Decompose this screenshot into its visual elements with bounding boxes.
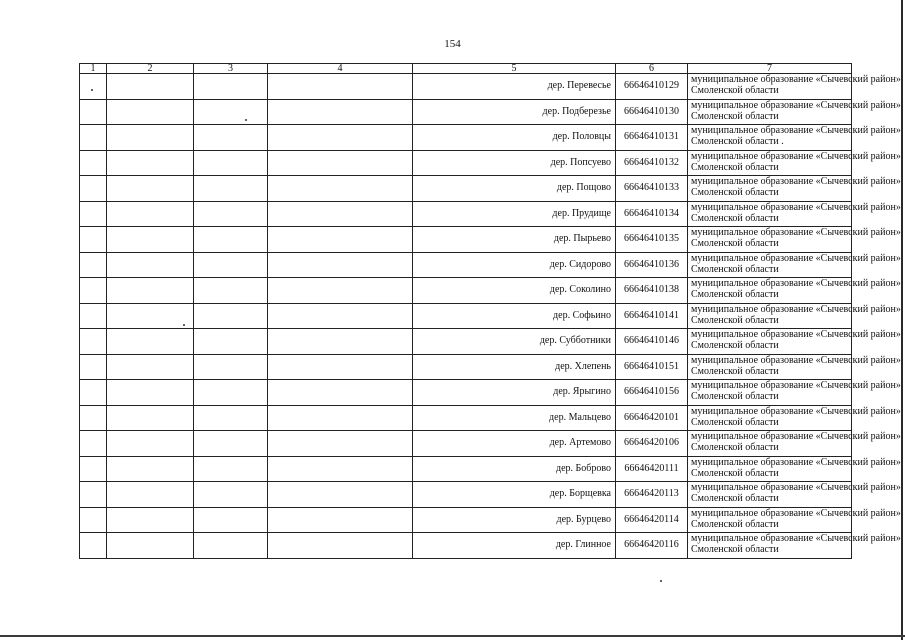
empty-cell-col3 [194, 482, 268, 508]
municipality-line1: муниципальное образование «Сычевский район» [691, 482, 901, 493]
empty-cell-col3 [194, 125, 268, 151]
oktmo-code-cell: 66646420116 [616, 533, 688, 559]
empty-cell-col3 [194, 329, 268, 355]
table-row [80, 405, 852, 431]
empty-cell-col3 [194, 176, 268, 202]
oktmo-code-cell: 66646420114 [616, 507, 688, 533]
municipality-line2: Смоленской области . [691, 136, 784, 147]
empty-cell-col3 [194, 278, 268, 304]
empty-cell-col2 [107, 125, 194, 151]
municipality-line1: муниципальное образование «Сычевский район» [691, 354, 901, 366]
empty-cell-col4 [268, 150, 413, 176]
table-row [80, 278, 852, 304]
oktmo-code-cell: 66646410151 [616, 354, 688, 380]
table-body [80, 74, 901, 559]
municipality-line1: муниципальное образование «Сычевский район» [691, 227, 901, 238]
municipality-line2: Смоленской области [691, 212, 779, 224]
table-row [80, 227, 852, 253]
settlement-name-cell: дер. Пощово [413, 176, 616, 202]
oktmo-code-cell: 66646420113 [616, 482, 688, 508]
empty-cell-col3 [194, 99, 268, 125]
empty-cell-col1 [80, 482, 107, 508]
empty-cell-col4 [268, 533, 413, 559]
empty-cell-col1 [80, 176, 107, 202]
settlement-table [79, 63, 901, 559]
table-row [80, 201, 852, 227]
settlement-name-cell: дер. Подберезье [413, 99, 616, 125]
empty-cell-col4 [268, 329, 413, 355]
empty-cell-col2 [107, 74, 194, 100]
empty-cell-col1 [80, 150, 107, 176]
municipality-cell [688, 533, 901, 559]
empty-cell-col2 [107, 533, 194, 559]
settlement-name-cell: дер. Перевесье [413, 74, 616, 100]
table-row [80, 74, 852, 100]
empty-cell-col1 [80, 99, 107, 125]
municipality-line1: муниципальное образование «Сычевский район» [691, 176, 901, 187]
empty-cell-col2 [107, 150, 194, 176]
scan-speck [183, 324, 185, 326]
empty-cell-col2 [107, 507, 194, 533]
empty-cell-col1 [80, 380, 107, 406]
municipality-cell [688, 125, 901, 151]
municipality-cell [688, 252, 901, 278]
empty-cell-col3 [194, 150, 268, 176]
scan-speck [660, 580, 662, 582]
municipality-line1: муниципальное образование «Сычевский район» [691, 201, 901, 213]
empty-cell-col4 [268, 482, 413, 508]
table-row [80, 380, 852, 406]
empty-cell-col4 [268, 405, 413, 431]
empty-cell-col4 [268, 354, 413, 380]
oktmo-code-cell: 66646410146 [616, 329, 688, 355]
empty-cell-col1 [80, 227, 107, 253]
oktmo-code-cell: 66646420101 [616, 405, 688, 431]
oktmo-code-cell: 66646410129 [616, 74, 688, 100]
empty-cell-col3 [194, 227, 268, 253]
oktmo-code-cell: 66646410133 [616, 176, 688, 202]
oktmo-code-cell: 66646410138 [616, 278, 688, 304]
empty-cell-col2 [107, 405, 194, 431]
municipality-cell [688, 405, 901, 431]
table-row [80, 125, 852, 151]
municipality-line1: муниципальное образование «Сычевский район» [691, 150, 901, 162]
settlement-name-cell: дер. Хлепень [413, 354, 616, 380]
oktmo-code-cell: 66646410156 [616, 380, 688, 406]
municipality-line2: Смоленской области [691, 110, 779, 122]
municipality-cell [688, 227, 901, 253]
empty-cell-col2 [107, 201, 194, 227]
empty-cell-col1 [80, 125, 107, 151]
municipality-cell [688, 176, 901, 202]
municipality-line2: Смоленской области [691, 187, 779, 198]
municipality-cell [688, 303, 901, 329]
empty-cell-col4 [268, 201, 413, 227]
municipality-line1: муниципальное образование «Сычевский район» [691, 99, 901, 111]
column-header-7: 7 [688, 64, 852, 74]
municipality-cell [688, 278, 901, 304]
empty-cell-col1 [80, 431, 107, 457]
municipality-line1: муниципальное образование «Сычевский район» [691, 278, 901, 289]
empty-cell-col4 [268, 227, 413, 253]
empty-cell-col4 [268, 176, 413, 202]
empty-cell-col3 [194, 252, 268, 278]
table-row [80, 354, 852, 380]
municipality-line2: Смоленской области [691, 416, 779, 428]
settlement-name-cell: дер. Мальцево [413, 405, 616, 431]
municipality-line2: Смоленской области [691, 467, 779, 479]
empty-cell-col2 [107, 252, 194, 278]
empty-cell-col1 [80, 329, 107, 355]
municipality-cell [688, 99, 901, 125]
empty-cell-col3 [194, 507, 268, 533]
municipality-line2: Смоленской области [691, 518, 779, 530]
empty-cell-col1 [80, 74, 107, 100]
table-row [80, 99, 852, 125]
empty-cell-col3 [194, 405, 268, 431]
settlement-name-cell: дер. Боброво [413, 456, 616, 482]
column-header-1: 1 [80, 64, 107, 74]
empty-cell-col2 [107, 380, 194, 406]
municipality-line2: Смоленской области [691, 365, 779, 377]
municipality-line1: муниципальное образование «Сычевский район» [691, 533, 901, 544]
municipality-cell [688, 329, 901, 355]
municipality-line2: Смоленской области [691, 85, 779, 96]
settlement-name-cell: дер. Сидорово [413, 252, 616, 278]
empty-cell-col4 [268, 125, 413, 151]
oktmo-code-cell: 66646420111 [616, 456, 688, 482]
municipality-cell [688, 150, 901, 176]
settlement-name-cell: дер. Соколино [413, 278, 616, 304]
municipality-line2: Смоленской области [691, 314, 779, 326]
table-row [80, 150, 852, 176]
empty-cell-col4 [268, 99, 413, 125]
municipality-line2: Смоленской области [691, 391, 779, 402]
municipality-cell [688, 431, 901, 457]
oktmo-code-cell: 66646410134 [616, 201, 688, 227]
municipality-line1: муниципальное образование «Сычевский район» [691, 431, 901, 442]
empty-cell-col1 [80, 252, 107, 278]
table-row [80, 533, 852, 559]
empty-cell-col2 [107, 482, 194, 508]
empty-cell-col2 [107, 227, 194, 253]
empty-cell-col2 [107, 456, 194, 482]
municipality-line2: Смоленской области [691, 340, 779, 351]
empty-cell-col3 [194, 456, 268, 482]
municipality-line2: Смоленской области [691, 238, 779, 249]
table-row [80, 252, 852, 278]
municipality-line1: муниципальное образование «Сычевский район» [691, 456, 901, 468]
oktmo-code-cell: 66646420106 [616, 431, 688, 457]
table-row [80, 303, 852, 329]
settlement-name-cell: дер. Половцы [413, 125, 616, 151]
oktmo-code-cell: 66646410135 [616, 227, 688, 253]
header-row [80, 64, 852, 74]
empty-cell-col4 [268, 456, 413, 482]
empty-cell-col2 [107, 329, 194, 355]
empty-cell-col2 [107, 176, 194, 202]
settlement-name-cell: дер. Глинное [413, 533, 616, 559]
municipality-cell [688, 354, 901, 380]
municipality-cell [688, 456, 901, 482]
empty-cell-col1 [80, 405, 107, 431]
settlement-name-cell: дер. Прудище [413, 201, 616, 227]
empty-cell-col3 [194, 431, 268, 457]
empty-cell-col1 [80, 507, 107, 533]
empty-cell-col1 [80, 201, 107, 227]
empty-cell-col2 [107, 99, 194, 125]
municipality-line2: Смоленской области [691, 289, 779, 300]
empty-cell-col1 [80, 456, 107, 482]
table-row [80, 176, 852, 202]
municipality-line1: муниципальное образование «Сычевский район» [691, 252, 901, 264]
scan-right-edge [901, 0, 903, 640]
empty-cell-col2 [107, 278, 194, 304]
municipality-cell [688, 482, 901, 508]
column-header-4: 4 [268, 64, 413, 74]
settlement-name-cell: дер. Софьино [413, 303, 616, 329]
column-header-2: 2 [107, 64, 194, 74]
settlement-name-cell: дер. Артемово [413, 431, 616, 457]
municipality-line1: муниципальное образование «Сычевский район» [691, 303, 901, 315]
empty-cell-col4 [268, 278, 413, 304]
table-row [80, 329, 852, 355]
municipality-line1: муниципальное образование «Сычевский район» [691, 380, 901, 391]
municipality-line1: муниципальное образование «Сычевский район» [691, 405, 901, 417]
oktmo-code-cell: 66646410130 [616, 99, 688, 125]
scan-bottom-edge [0, 635, 905, 637]
empty-cell-col3 [194, 354, 268, 380]
column-header-5: 5 [413, 64, 616, 74]
empty-cell-col2 [107, 303, 194, 329]
municipality-line1: муниципальное образование «Сычевский район» [691, 125, 901, 136]
empty-cell-col1 [80, 303, 107, 329]
table-row [80, 482, 852, 508]
empty-cell-col1 [80, 533, 107, 559]
municipality-line2: Смоленской области [691, 544, 779, 555]
empty-cell-col2 [107, 431, 194, 457]
table-row [80, 431, 852, 457]
empty-cell-col4 [268, 252, 413, 278]
settlement-name-cell: дер. Субботники [413, 329, 616, 355]
table-row [80, 507, 852, 533]
empty-cell-col1 [80, 278, 107, 304]
municipality-line2: Смоленской области [691, 263, 779, 275]
settlement-name-cell: дер. Бурцево [413, 507, 616, 533]
municipality-line1: муниципальное образование «Сычевский район» [691, 74, 901, 85]
oktmo-code-cell: 66646410132 [616, 150, 688, 176]
settlement-name-cell: дер. Попсуево [413, 150, 616, 176]
empty-cell-col3 [194, 380, 268, 406]
municipality-line1: муниципальное образование «Сычевский район» [691, 507, 901, 519]
municipality-cell [688, 201, 901, 227]
scan-speck [91, 89, 93, 91]
oktmo-code-cell: 66646410141 [616, 303, 688, 329]
settlement-name-cell: дер. Борщевка [413, 482, 616, 508]
municipality-line2: Смоленской области [691, 442, 779, 453]
scan-speck [245, 119, 247, 121]
empty-cell-col4 [268, 74, 413, 100]
empty-cell-col4 [268, 431, 413, 457]
column-header-6: 6 [616, 64, 688, 74]
oktmo-code-cell: 66646410136 [616, 252, 688, 278]
empty-cell-col3 [194, 303, 268, 329]
empty-cell-col4 [268, 507, 413, 533]
municipality-line1: муниципальное образование «Сычевский район» [691, 329, 901, 340]
municipality-cell [688, 74, 901, 100]
municipality-line2: Смоленской области [691, 493, 779, 504]
settlement-name-cell: дер. Ярыгино [413, 380, 616, 406]
oktmo-code-cell: 66646410131 [616, 125, 688, 151]
column-header-3: 3 [194, 64, 268, 74]
empty-cell-col3 [194, 201, 268, 227]
municipality-line2: Смоленской области [691, 161, 779, 173]
empty-cell-col4 [268, 380, 413, 406]
empty-cell-col3 [194, 533, 268, 559]
empty-cell-col2 [107, 354, 194, 380]
page-number: 154 [444, 38, 461, 50]
empty-cell-col1 [80, 354, 107, 380]
empty-cell-col3 [194, 74, 268, 100]
table-row [80, 456, 852, 482]
municipality-cell [688, 507, 901, 533]
municipality-cell [688, 380, 901, 406]
settlement-name-cell: дер. Пырьево [413, 227, 616, 253]
empty-cell-col4 [268, 303, 413, 329]
